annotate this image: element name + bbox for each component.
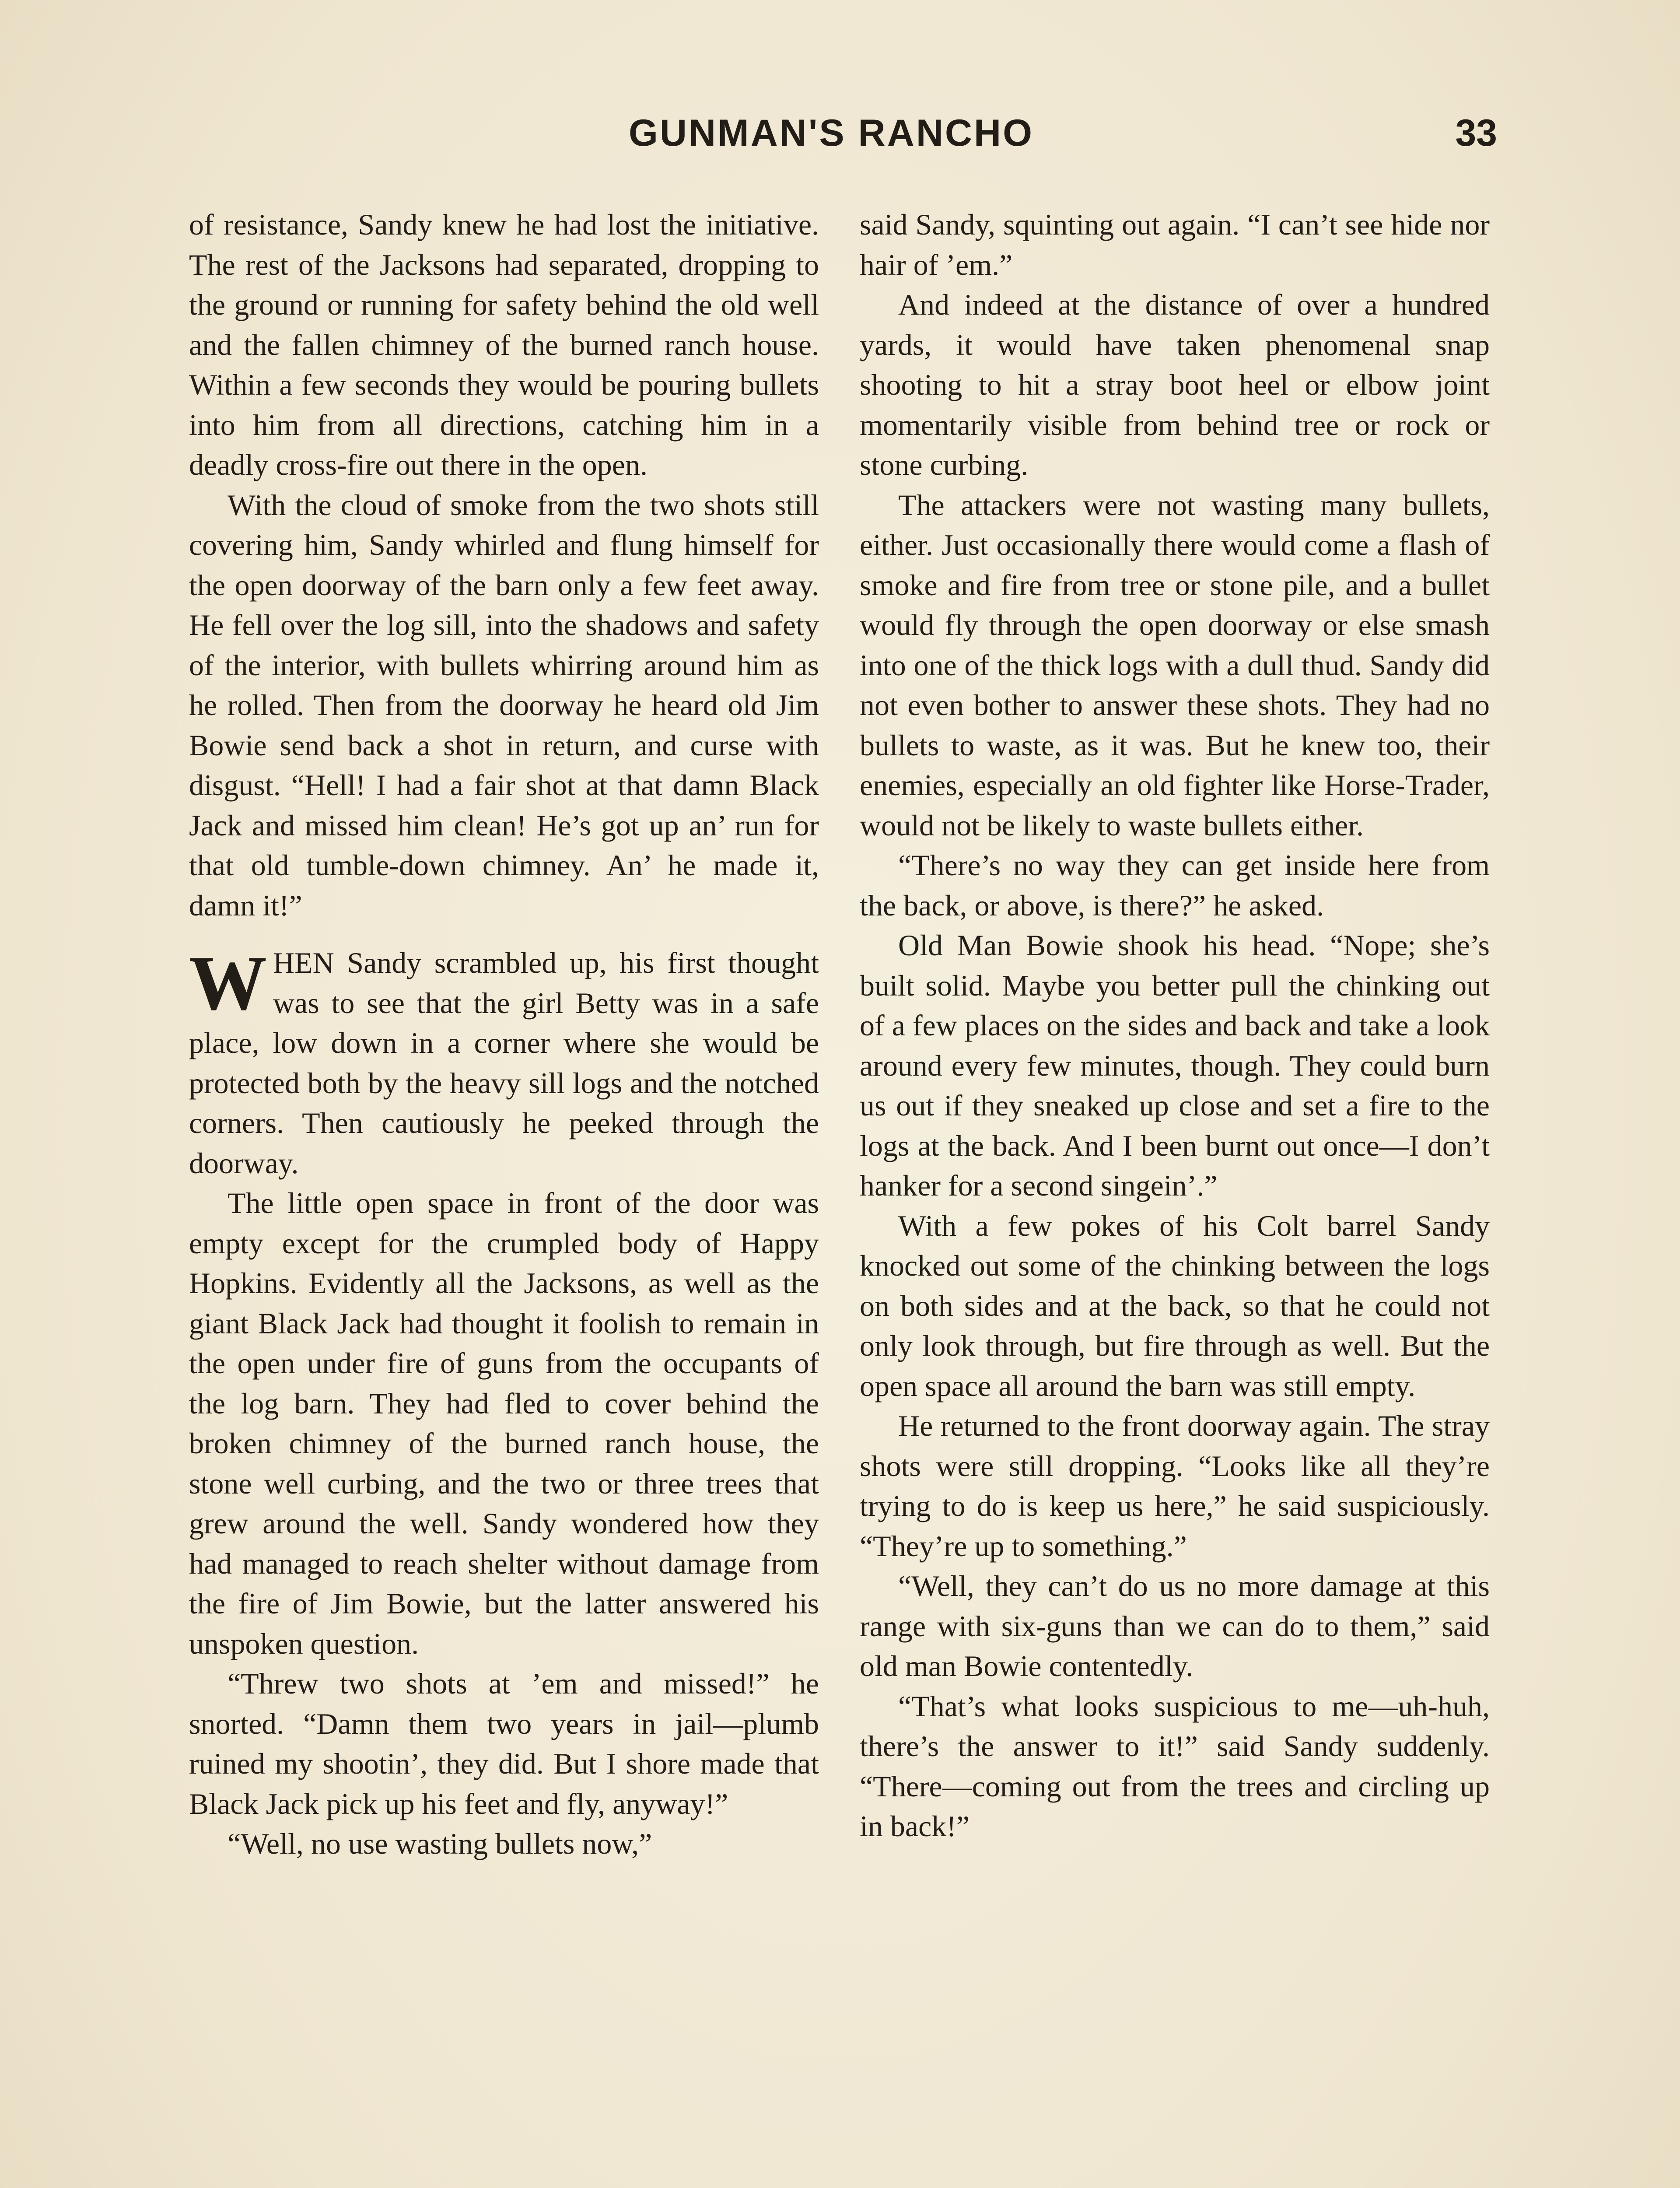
paragraph: said Sandy, squinting out again. “I can’t see hide nor hair of ’em.” — [860, 208, 1490, 281]
paragraph: He returned to the front doorway again. The stray shots were still dropping. “Looks like all they’re trying to do is keep us here,” he said suspiciously. “They’re up to something.” — [860, 1409, 1490, 1563]
section-opening-paragraph — [189, 940, 819, 1183]
paragraph: “That’s what looks suspicious to me—uh-huh, there’s the answer to it!” said Sandy suddenly. “There—coming out from the trees and circling up in back!” — [860, 1689, 1490, 1843]
left-column — [189, 205, 819, 1864]
paragraph: The little open space in front of the door was empty except for the crumpled body of Happy Hopkins. Evidently all the Jacksons, as well as the giant Black Jack had thought it foolish to remain in the open under fire of guns from the occupants of the log barn. They had fled to cover behind the broken chimney of the burned ranch house, the stone well curbing, and the two or three trees that grew around the well. Sandy wondered how they had managed to reach shelter without damage from the fire of Jim Bowie, but the latter answered his unspoken question. — [189, 1186, 819, 1660]
paragraph: “Well, no use wasting bullets now,” — [228, 1827, 652, 1860]
paragraph: “Well, they can’t do us no more damage at this range with six-guns than we can do to them,” said old man Bowie contentedly. — [860, 1569, 1490, 1683]
paragraph: With the cloud of smoke from the two shots still covering him, Sandy whirled and flung himself for the open doorway of the barn only a few feet away. He fell over the log sill, into the shadows and safety of the interior, with bullets whirring around him as he rolled. Then from the doorway he heard old Jim Bowie send back a shot in return, and curse with disgust. “Hell! I had a fair shot at that damn Black Jack and missed him clean! He’s got up an’ run for that old tumble-down chimney. An’ he made it, damn it!” — [189, 488, 819, 922]
paragraph: With a few pokes of his Colt barrel Sandy knocked out some of the chinking between the logs on both sides and at the back, so that he could not only look through, but fire through as well. But the open space all around the barn was still empty. — [860, 1209, 1490, 1403]
page-number: 33 — [1455, 112, 1497, 154]
drop-cap: W — [189, 940, 267, 1026]
paragraph: of resistance, Sandy knew he had lost the initiative. The rest of the Jacksons had separated, dropping to the ground or running for safety behind the old well and the fallen chimney of the burned ranch house. Within a few seconds they would be pouring bullets into him from all directions, catching him in a deadly cross-fire out there in the open. — [189, 208, 819, 481]
paragraph: “Threw two shots at ’em and missed!” he snorted. “Damn them two years in jail—plumb ruined my shootin’, they did. But I shore made that Black Jack pick up his feet and fly, anyway!” — [189, 1667, 819, 1820]
paragraph-text: HEN Sandy scrambled up, his first thought was to see that the girl Betty was in a safe place, low down in a corner where she would be protected both by the heavy sill logs and the notched corners. Then cautiously he peeked through the doorway. — [189, 946, 819, 1180]
running-head-title: GUNMAN'S RANCHO — [628, 112, 1034, 154]
right-column — [860, 205, 1490, 1847]
paragraph: “There’s no way they can get inside here from the back, or above, is there?” he asked. — [860, 849, 1490, 922]
paragraph: The attackers were not wasting many bullets, either. Just occasionally there would come a flash of smoke and fire from tree or stone pile, and a bullet would fly through the open doorway or else smash into one of the thick logs with a dull thud. Sandy did not even bother to answer these shots. They had no bullets to waste, as it was. But he knew too, their enemies, especially an old fighter like Horse-Trader, would not be likely to waste bullets either. — [860, 488, 1490, 842]
paragraph: Old Man Bowie shook his head. “Nope; she’s built solid. Maybe you better pull the chinking out of a few places on the sides and back and take a look around every few minutes, though. They could burn us out if they sneaked up close and set a fire to the logs at the back. And I been burnt out once—I don’t hanker for a second singein’.” — [860, 929, 1490, 1202]
paragraph: And indeed at the distance of over a hundred yards, it would have taken phenomenal snap shooting to hit a stray boot heel or elbow joint momentarily visible from behind tree or rock or stone curbing. — [860, 288, 1490, 481]
